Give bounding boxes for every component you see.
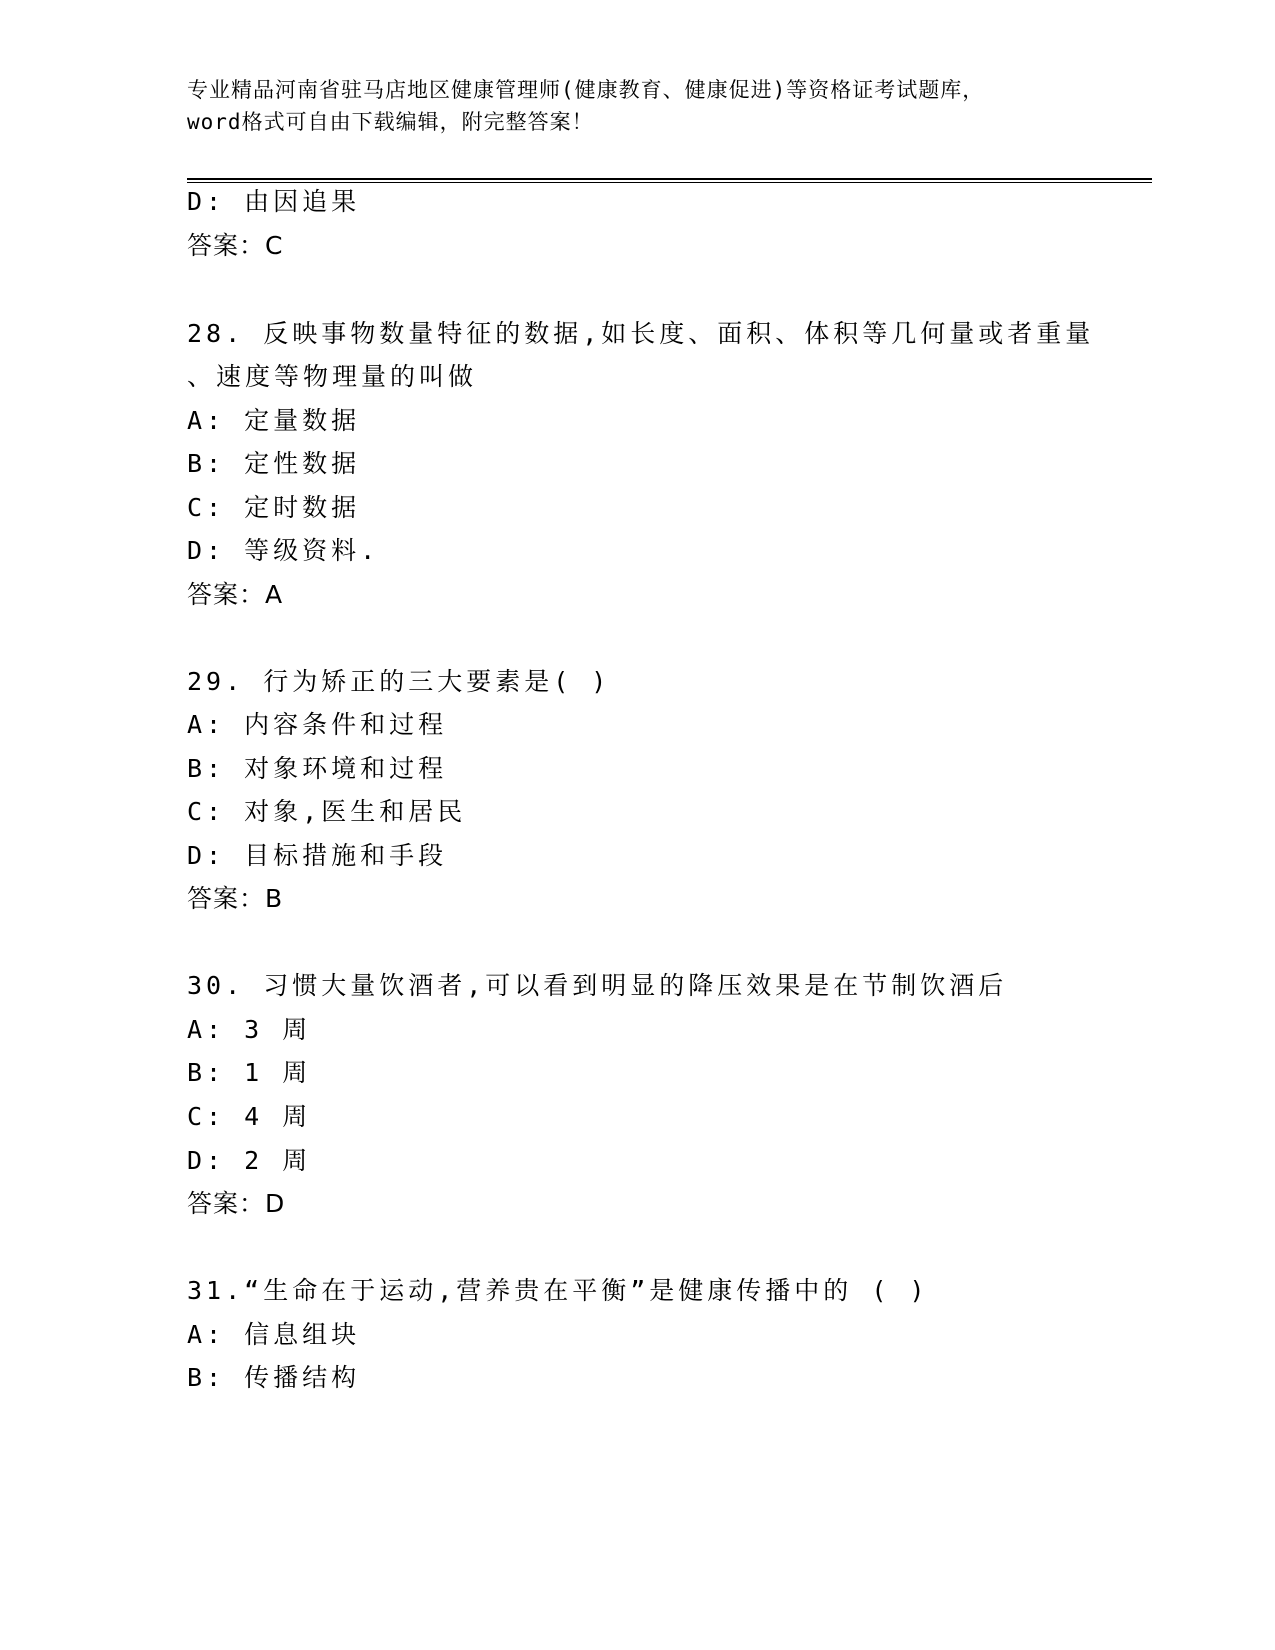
q29-option-c: C: 对象,医生和居民 bbox=[187, 797, 467, 826]
q29-answer: 答案：B bbox=[187, 884, 284, 913]
q30-option-c: C: 4 周 bbox=[187, 1102, 312, 1131]
q28-option-a: A: 定量数据 bbox=[187, 406, 361, 435]
q31-option-a: A: 信息组块 bbox=[187, 1320, 361, 1349]
header-line-2: word格式可自由下载编辑，附完整答案！ bbox=[187, 110, 594, 134]
q29-stem: 29. 行为矫正的三大要素是( ) bbox=[187, 667, 611, 696]
q29-option-b: B: 对象环境和过程 bbox=[187, 754, 448, 783]
q28-option-d: D: 等级资料. bbox=[187, 536, 380, 565]
q30-option-b: B: 1 周 bbox=[187, 1058, 312, 1087]
q28-stem-line-1: 28. 反映事物数量特征的数据,如长度、面积、体积等几何量或者重量 bbox=[187, 319, 1095, 348]
q28-answer: 答案：A bbox=[187, 580, 284, 609]
q29-option-d: D: 目标措施和手段 bbox=[187, 841, 448, 870]
q28-option-b: B: 定性数据 bbox=[187, 449, 361, 478]
header-divider bbox=[187, 178, 1152, 183]
q31-stem: 31.“生命在于运动,营养贵在平衡”是健康传播中的 ( ) bbox=[187, 1276, 929, 1305]
header-line-1: 专业精品河南省驻马店地区健康管理师(健康教育、健康促进)等资格证考试题库， bbox=[187, 78, 985, 102]
q27-answer: 答案：C bbox=[187, 231, 284, 260]
q27-option-d: D: 由因追果 bbox=[187, 187, 361, 216]
q31-option-b: B: 传播结构 bbox=[187, 1363, 361, 1392]
q28-stem-line-2: 、速度等物理量的叫做 bbox=[187, 362, 478, 391]
q29-option-a: A: 内容条件和过程 bbox=[187, 710, 448, 739]
q30-answer: 答案：D bbox=[187, 1189, 286, 1218]
document-header bbox=[187, 74, 1087, 138]
q30-option-d: D: 2 周 bbox=[187, 1146, 312, 1175]
q28-option-c: C: 定时数据 bbox=[187, 493, 361, 522]
q30-stem: 30. 习惯大量饮酒者,可以看到明显的降压效果是在节制饮酒后 bbox=[187, 971, 1008, 1000]
q30-option-a: A: 3 周 bbox=[187, 1015, 312, 1044]
